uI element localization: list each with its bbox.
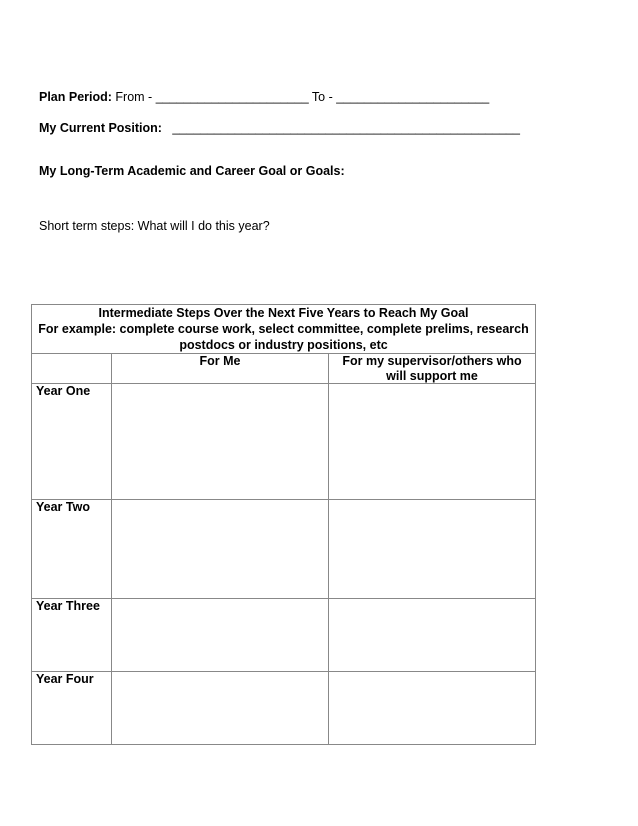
plan-period-from-blank[interactable]: ______________________ bbox=[155, 90, 309, 104]
table-row bbox=[32, 599, 536, 672]
cell-year-one-for-me[interactable] bbox=[112, 384, 329, 500]
row-label-year-three: Year Three bbox=[32, 599, 112, 672]
long-term-goals-label: My Long-Term Academic and Career Goal or Goals: bbox=[39, 164, 345, 178]
row-label-year-one: Year One bbox=[32, 384, 112, 500]
plan-period-line bbox=[39, 90, 489, 104]
row-label-year-two: Year Two bbox=[32, 500, 112, 599]
col-header-supervisor: For my supervisor/others who will support me bbox=[329, 354, 536, 384]
cell-year-three-for-me[interactable] bbox=[112, 599, 329, 672]
plan-period-label: Plan Period: bbox=[39, 90, 112, 104]
cell-year-two-for-me[interactable] bbox=[112, 500, 329, 599]
short-term-steps-label: Short term steps: What will I do this year? bbox=[39, 219, 270, 233]
cell-year-four-supervisor[interactable] bbox=[329, 672, 536, 745]
plan-period-to-text: To - bbox=[308, 90, 337, 104]
cell-year-two-supervisor[interactable] bbox=[329, 500, 536, 599]
table-row bbox=[32, 672, 536, 745]
table-row bbox=[32, 384, 536, 500]
five-year-plan-table bbox=[31, 304, 536, 745]
table-header bbox=[32, 305, 536, 354]
row-label-year-four: Year Four bbox=[32, 672, 112, 745]
current-position-label: My Current Position: bbox=[39, 121, 162, 135]
table-header-title: Intermediate Steps Over the Next Five Years to Reach My Goal bbox=[98, 306, 469, 320]
corner-cell bbox=[32, 354, 112, 384]
cell-year-four-for-me[interactable] bbox=[112, 672, 329, 745]
table-header-examples: For example: complete course work, select committee, complete prelims, research postdocs or industry positions, etc bbox=[38, 322, 529, 352]
plan-period-to-blank[interactable]: ______________________ bbox=[336, 90, 490, 104]
col-header-for-me: For Me bbox=[112, 354, 329, 384]
table-row bbox=[32, 500, 536, 599]
current-position-line bbox=[39, 121, 520, 135]
current-position-blank[interactable]: __________________________________________________ bbox=[172, 121, 520, 135]
plan-period-from-text: From - bbox=[115, 90, 156, 104]
cell-year-three-supervisor[interactable] bbox=[329, 599, 536, 672]
cell-year-one-supervisor[interactable] bbox=[329, 384, 536, 500]
